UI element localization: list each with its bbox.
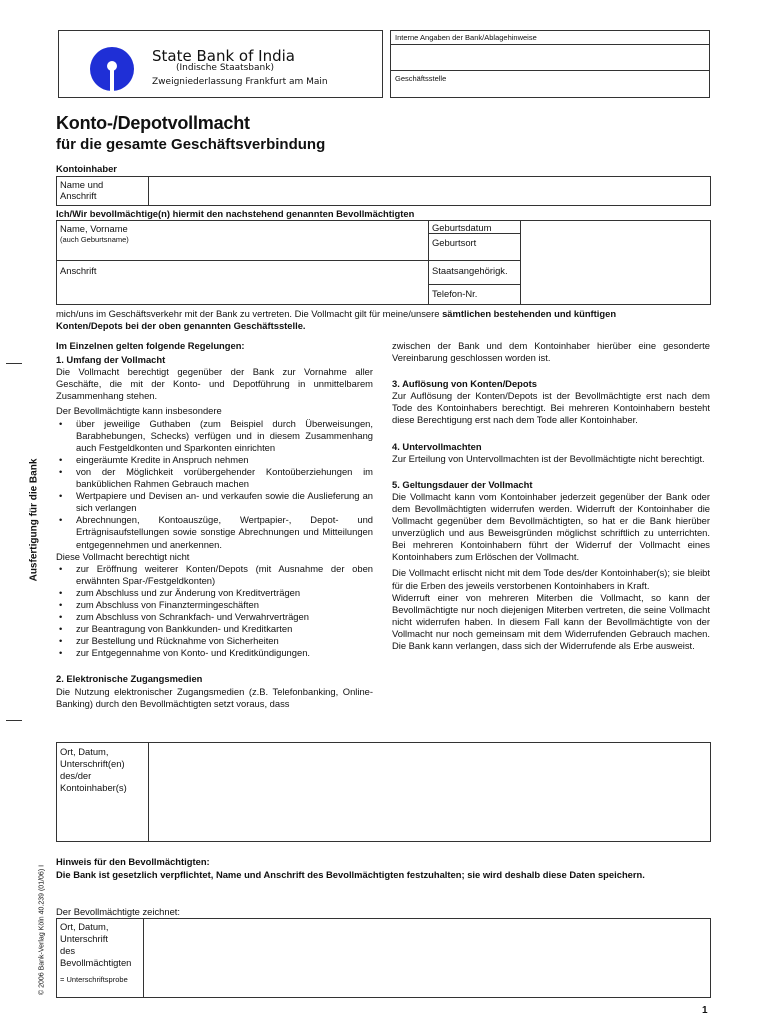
nationality-field[interactable] [522,262,709,283]
nationality-label: Staatsangehörigk. [432,265,508,276]
side-copy-label: Ausfertigung für die Bank [28,458,40,582]
birthdate-label: Geburtsdatum [432,222,492,233]
intro-line-1 [56,308,712,320]
authorized-signature-labels [60,921,131,986]
section-1-list-2 [56,563,373,660]
phone-field[interactable] [522,286,709,304]
signature-label: Ort, Datum, [60,746,109,757]
list-item: • von der Möglichkeit vorübergehender Kontoüberziehungen im banküblichen Rahmen Gebrauch machen [56,466,373,490]
list-item: • über jeweilige Guthaben (zum Beispiel durch Überweisungen, Barabhebungen, Schecks) verfügen und in diesem Zusammenhang auch Festgeldkonten und Sparkonten einrichten [56,418,373,454]
list-item: • zur Entgegennahme von Konto- und Kreditkündigungen. [56,647,373,659]
page-title: Konto-/Depotvollmacht [56,113,250,133]
section-5-text-2: Die Vollmacht erlischt nicht mit dem Tode des/der Kontoinhaber(s); sie bleibt für die Erben des jeweils verstorbenen Kontoinhabers in Kraft. [392,567,710,591]
fold-mark [6,363,22,364]
bank-name: State Bank of India [152,47,295,65]
section-1-may: Der Bevollmächtigte kann insbesondere [56,405,222,417]
branch-label: Geschäftsstelle [395,74,447,83]
intro-bold-1: sämtlichen bestehenden und künftigen [442,308,617,319]
address-field[interactable] [150,262,426,304]
name-label: Name, Vorname [60,223,128,234]
section-1-list [56,418,373,551]
birthplace-field[interactable] [522,235,709,259]
list-item: • Wertpapiere und Devisen an- und verkaufen sowie die Auslieferung an sich verlangen [56,490,373,514]
list-item: • Abrechnungen, Kontoauszüge, Wertpapier-, Depot- und Erträgnisaufstellungen sowie sonstige Abrechnungen und Mitteilungen entgegennehmen und anerkennen. [56,514,373,550]
section-5-text-3: Widerruft einer von mehreren Miterben die Vollmacht, so kann der Bevollmächtigte nur noch diejenigen Miterben vertreten, die seine Vollmacht nicht widerrufen haben. In diesem Fall kann der Bevollmächtigte von der Vollmacht nur noch gemeinsam mit dem Widerrufenden Gebrauch machen. Die Bank kann verlangen, dass sich der Widerrufende als Erbe ausweist. [392,591,710,651]
signature-label: Unterschrift [60,933,108,945]
phone-label: Telefon-Nr. [432,288,478,299]
section-2-heading: 2. Elektronische Zugangsmedien [56,673,203,685]
signature-specimen-label: = Unterschriftsprobe [60,975,128,985]
section-1-maynot: Diese Vollmacht berechtigt nicht [56,550,190,562]
authorized-heading: Ich/Wir bevollmächtige(n) hiermit den nachstehend genannten Bevollmächtigten [56,208,415,219]
signature-label: des/der [60,770,92,782]
account-holder-heading: Kontoinhaber [56,163,117,174]
signature-label: des [60,945,76,957]
bank-branch: Zweigniederlassung Frankfurt am Main [152,77,328,87]
notice-heading: Hinweis für den Bevollmächtigten: [56,856,210,867]
list-item: • zum Abschluss von Schrankfach- und Verwahrverträgen [56,611,373,623]
authorized-signature-field[interactable] [145,920,710,996]
section-1-text: Die Vollmacht berechtigt gegenüber der Bank zur Vornahme aller Geschäfte, die mit der Konto- und Depotführung in unmittelbarem Zusammenhang stehen. [56,366,373,402]
list-item: • zum Abschluss und zur Änderung von Kreditverträgen [56,587,373,599]
holder-signature-labels [60,746,127,794]
list-item: • zum Abschluss von Finanztermingeschäften [56,599,373,611]
birthplace-label: Geburtsort [432,237,477,248]
section-2-continued: zwischen der Bank und dem Kontoinhaber hierüber eine gesonderte Vereinbarung geschlossen worden ist. [392,340,710,364]
holder-signature-field[interactable] [150,744,710,840]
page-number: 1 [702,1005,708,1016]
section-3-text: Zur Auflösung der Konten/Depots ist der Bevollmächtigte erst nach dem Tode des Kontoinhabers berechtigt. Bei mehreren Kontoinhabern besteht diese Berechtigung erst nach dem Tode aller Kontoinhaber. [392,390,710,426]
side-copyright: © 2006 Bank-Verlag Köln 40.239 (01/06) I [38,864,46,996]
list-item: • zur Bestellung und Rücknahme von Sicherheiten [56,635,373,647]
section-2-text: Die Nutzung elektronischer Zugangsmedien (z.B. Telefonbanking, Online-Banking) durch den Bevollmächtigten setzt voraus, dass [56,685,373,709]
section-3-heading: 3. Auflösung von Konten/Depots [392,378,537,390]
section-5-text-1: Die Vollmacht kann vom Kontoinhaber jederzeit gegenüber der Bank oder dem Bevollmächtigten widerrufen werden. Widerruft der Kontoinhaber die Vollmacht gegenüber dem Bevollmächtigten, so hat er die Bank hierüber unverzüglich und aus Beweisgründen möglichst schriftlich zu unterrichten. Bei mehreren Kontoinhabern führt der Widerruf der Vollmacht eines Kontoinhabers zum Erlöschen der Vollmacht. [392,490,710,563]
authorized-sign-intro: Der Bevollmächtigte zeichnet: [56,906,181,917]
bank-subtitle: (Indische Staatsbank) [176,63,274,73]
address-label: Anschrift [60,265,97,276]
notice-text: Die Bank ist gesetzlich verpflichtet, Name und Anschrift des Bevollmächtigten festzuhalten; sie wird deshalb diese Daten speichern. [56,869,645,880]
name-field[interactable] [150,222,426,258]
signature-label: Kontoinhaber(s) [60,782,127,794]
page-subtitle: für die gesamte Geschäftsverbindung [56,136,326,153]
list-item: • eingeräumte Kredite in Anspruch nehmen [56,454,373,466]
fold-mark [6,720,22,721]
list-item: • zur Beantragung von Bankkunden- und Kreditkarten [56,623,373,635]
list-item: • zur Eröffnung weiterer Konten/Depots (mit Ausnahme der oben erwähnten Spar-/Festgeldkonten) [56,563,373,587]
intro-text: mich/uns im Geschäftsverkehr mit der Bank zu vertreten. Die Vollmacht gilt für meine/unsere [56,308,443,319]
internal-label: Interne Angaben der Bank/Ablagehinweise [395,33,537,42]
section-4-heading: 4. Untervollmachten [392,440,482,452]
signature-label: Bevollmächtigten [60,957,132,969]
account-holder-field[interactable] [150,177,710,205]
branch-field[interactable] [390,86,710,97]
rules-right-column [392,340,710,652]
signature-label: Unterschrift(en) [60,758,125,770]
section-4-text: Zur Erteilung von Untervollmachten ist der Bevollmächtigte nicht berechtigt. [392,452,705,464]
account-holder-label-2: Anschrift [60,190,97,201]
rules-heading: Im Einzelnen gelten folgende Regelungen: [56,340,245,351]
birthdate-field[interactable] [522,222,709,232]
account-holder-label-1: Name und [60,179,104,190]
section-5-heading: 5. Geltungsdauer der Vollmacht [392,478,533,490]
rules-left-column [56,340,373,710]
intro-line-2: Konten/Depots bei der oben genannten Geschäftsstelle. [56,320,306,331]
birthname-label: (auch Geburtsname) [60,235,129,244]
section-1-heading: 1. Umfang der Vollmacht [56,354,166,366]
signature-label: Ort, Datum, [60,921,109,932]
